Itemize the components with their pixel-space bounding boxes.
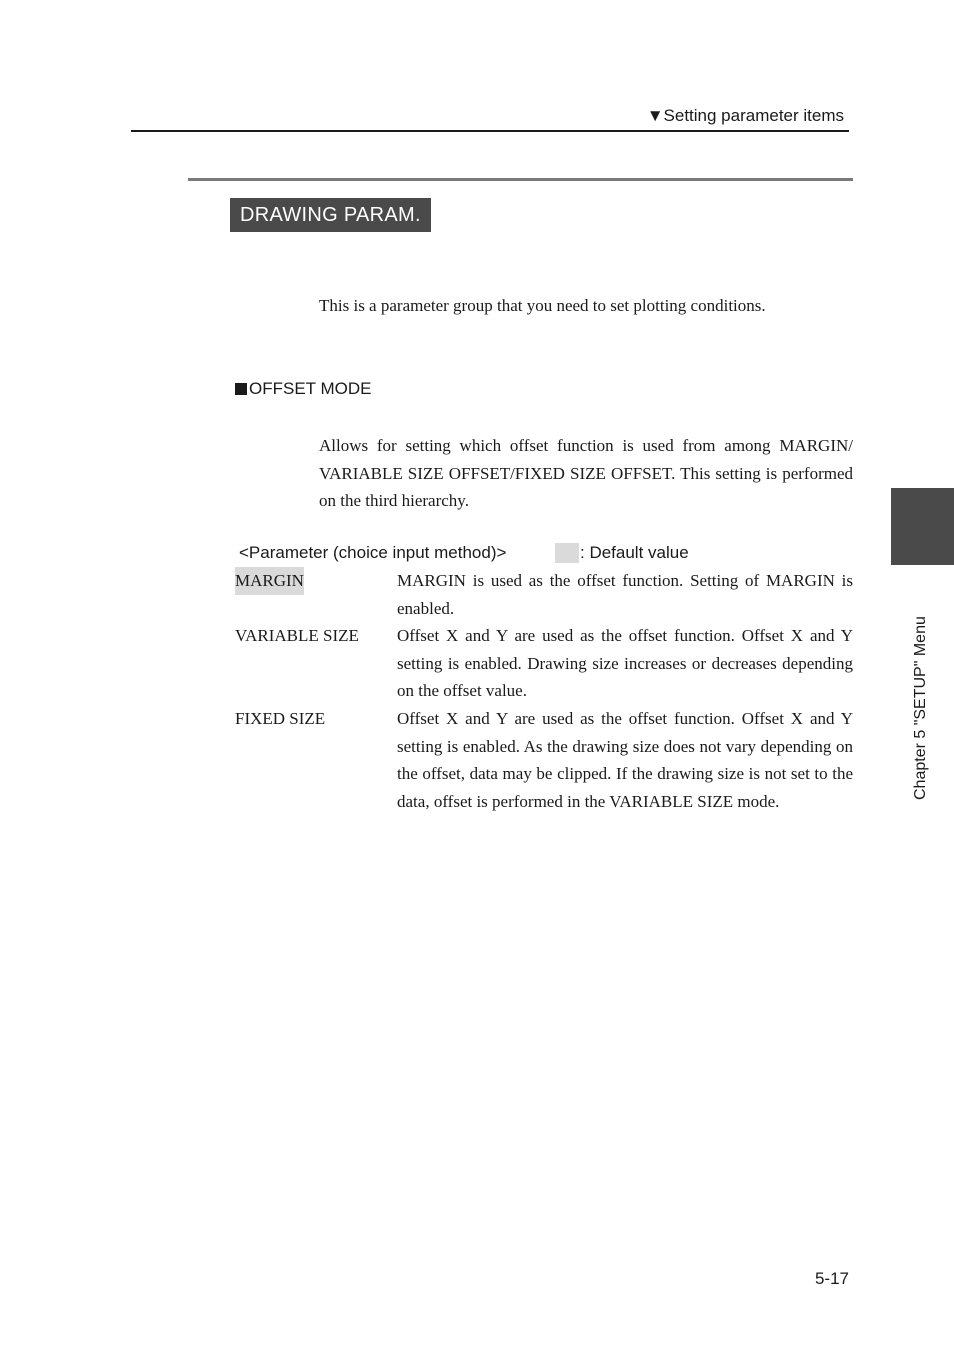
param-row-margin [235,567,853,622]
header-rule [131,130,849,132]
offset-mode-description: Allows for setting which offset function is used from among MARGIN/ VARIABLE SIZE OFFSET/FIXED SIZE OFFSET. This setting is performed on the third hierarchy. [319,436,853,510]
param-description: Offset X and Y are used as the offset function. Offset X and Y setting is enabled. As the drawing size does not vary depending on the offset, data may be clipped. If the drawing size is not set to the data, offset is performed in the VARIABLE SIZE mode. [397,709,853,811]
running-head: ▼Setting parameter items [646,106,844,125]
default-value-swatch [555,543,579,563]
page-number: 5-17 [814,1269,849,1288]
param-name: FIXED SIZE [235,709,326,728]
param-row-variable-size [235,622,853,705]
intro-paragraph: This is a parameter group that you need to set plotting conditions. [319,296,766,315]
param-description: MARGIN is used as the offset function. Setting of MARGIN is enabled. [397,571,853,618]
param-name: MARGIN [235,567,304,595]
offset-mode-heading [235,377,371,401]
default-value-legend: : Default value [580,543,689,562]
section-rule [188,178,853,181]
section-title: DRAWING PARAM. [230,198,431,232]
param-row-fixed-size [235,705,853,815]
param-description: Offset X and Y are used as the offset function. Offset X and Y setting is enabled. Drawing size increases or decreases depending on the offset value. [397,626,853,701]
chapter-tab [891,488,954,565]
offset-mode-heading-text: OFFSET MODE [249,379,372,398]
param-name: VARIABLE SIZE [235,626,359,645]
chapter-label: Chapter 5 "SETUP" Menu [912,616,929,800]
black-square-icon [235,383,247,395]
parameter-heading: <Parameter (choice input method)> [239,543,507,562]
